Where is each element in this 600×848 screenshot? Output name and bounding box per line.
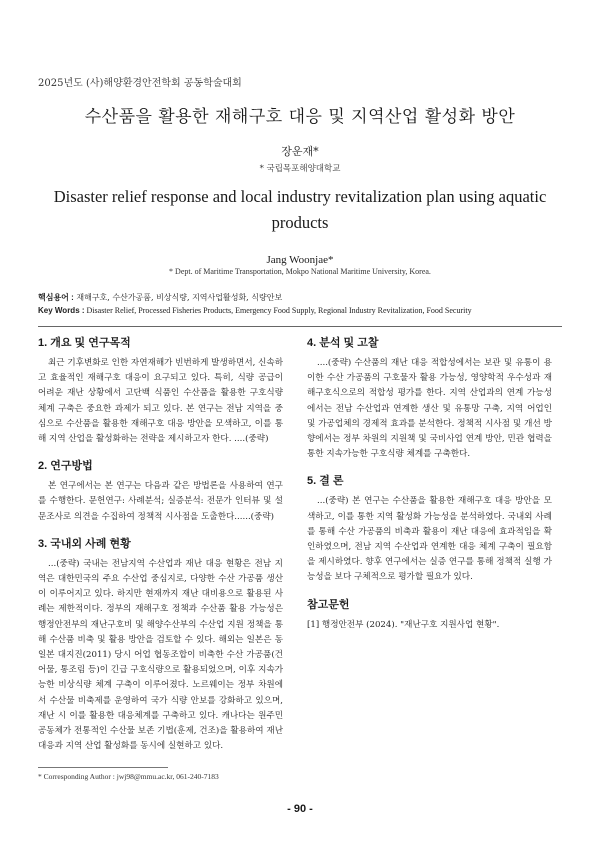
title-english: Disaster relief response and local industry revitalization plan using aquatic products xyxy=(53,187,547,232)
section-4-heading: 4. 분석 및 고찰 xyxy=(307,337,379,349)
keywords-english-label: Key Words : xyxy=(38,306,85,315)
header-divider xyxy=(38,326,562,327)
keywords-korean-label: 핵심용어 : xyxy=(38,293,74,302)
section-3-heading: 3. 국내외 사례 현황 xyxy=(38,537,131,550)
section-5-heading: 5. 결 론 xyxy=(307,475,344,488)
section-1-heading: 1. 개요 및 연구목적 xyxy=(38,337,131,349)
author-korean: 장운재* xyxy=(281,145,319,158)
keywords-korean-text: 재해구호, 수산가공품, 비상식량, 지역사업활성화, 식량안보 xyxy=(76,293,283,302)
references-heading: 참고문헌 xyxy=(307,598,350,611)
left-column xyxy=(38,334,283,754)
keywords-korean xyxy=(38,292,282,303)
footnote-divider xyxy=(38,767,168,768)
keywords-english xyxy=(38,306,472,315)
title-korean: 수산품을 활용한 재해구호 대응 및 지역산업 활성화 방안 xyxy=(84,107,516,127)
section-2-body: 본 연구에서는 본 연구는 다음과 같은 방법론을 사용하여 연구를 수행한다. 문헌연구: 사례분석; 실증분석: 전문가 인터뷰 및 설문조사로 의견을 수집하여 정책적 시사점을 도출한다......(중략) xyxy=(38,481,283,522)
section-5-body: ...(중략) 본 연구는 수산품을 활용한 재해구호 대응 방안을 모색하고, 이를 통한 지역 활성화 가능성을 분석하였다. 국내외 사례를 통해 수산 가공품의 비축과 활용이 재난 대응에 효과적임을 확인하였으며, 전남 지역 수산업과 연계한 대응 체계 구축이 필요함을 제시하였다. 향후 연구에서는 실증 연구를 통해 정책적 실행 가능성을 보다 구체적으로 평가할 필요가 있다. xyxy=(307,496,552,583)
keywords-english-text: Disaster Relief, Processed Fisheries Products, Emergency Food Supply, Regional Industry Revitalization, Food Security xyxy=(86,306,472,315)
section-2-heading: 2. 연구방법 xyxy=(38,460,93,473)
section-4-body: ....(중략) 수산품의 재난 대응 적합성에서는 보관 및 유통이 용이한 수산 가공품의 구호물자 활용 가능성, 영양학적 우수성과 재해구호식으로의 적합성 평가를 한다. 지역 산업과의 연계 가능성에서는 전남 수산업과 연계한 생산 및 유통망 구축, 지역 어업인 및 가공업체의 경제적 효과를 분석한다. 정책적 시사점 및 개선 방향에서는 정부 차원의 지원책 및 국비사업 연계 방안, 민관 협력을 통한 지속가능한 구호식량 체계를 구축한다. xyxy=(307,358,552,460)
corresponding-author-footnote: * Corresponding Author : jwj98@mmu.ac.kr, 061-240-7183 xyxy=(38,772,219,781)
page-number: - 90 - xyxy=(287,803,313,815)
affiliation-english: * Dept. of Maritime Transportation, Mokpo National Maritime University, Korea. xyxy=(169,267,431,276)
right-column xyxy=(307,334,552,632)
author-english: Jang Woonjae* xyxy=(266,254,334,266)
conference-header: 2025년도 (사)해양환경안전학회 공동학술대회 xyxy=(38,78,242,89)
affiliation-korean: * 국립목포해양대학교 xyxy=(259,164,341,174)
reference-item: [1] 행정안전부 (2024). "재난구호 지원사업 현황". xyxy=(307,619,500,630)
section-1-body: 최근 기후변화로 인한 자연재해가 빈번하게 발생하면서, 신속하고 효율적인 재해구호 대응이 요구되고 있다. 특히, 식량 공급이 어려운 재난 상황에서 고단백 식품인 수산품을 활용한 구호식량 체계 구축은 중요한 과제가 되고 있다. 본 연구는 전남 지역을 중심으로 수산품을 활용한 재해구호 대응 방안을 모색하고, 이를 통해 지역 산업을 활성화하는 전략을 제시하고자 한다. ....(중략) xyxy=(38,358,283,445)
section-3-body: ...(중략) 국내는 전남지역 수산업과 재난 대응 현황은 전남 지역은 대한민국의 주요 수산업 중심지로, 다양한 수산 가공품 생산이 이루어지고 있다. 하지만 현재까지 재난 대비용으로 활용된 사례는 제한적이다. 정부의 재해구호 정책과 수산품 활용 가능성은 행정안전부의 재난구호비 및 해양수산부의 수산업 지원 정책을 통해 수산품 비축 및 활용 방안을 검토할 수 있다. 해외는 일본은 동일본 대지진(2011) 당시 어업 협동조합이 비축한 수산 가공품(건어물, 통조림 등)이 긴급 구호식량으로 활용되었으며, 이후 지속가능한 비상식량 체계 구축이 이루어졌다. 노르웨이는 정부 차원에서 수산물 비축제를 운영하여 국가 식량 안보를 강화하고 있으며, 재난 시 이를 활용한 대응체계를 구축하고 있다. 캐나다는 원주민 공동체가 전통적인 수산물 보존 기법(훈제, 건조)을 활용하여 재난 대응과 지역 산업 활성화를 동시에 실현하고 있다. xyxy=(38,558,283,752)
